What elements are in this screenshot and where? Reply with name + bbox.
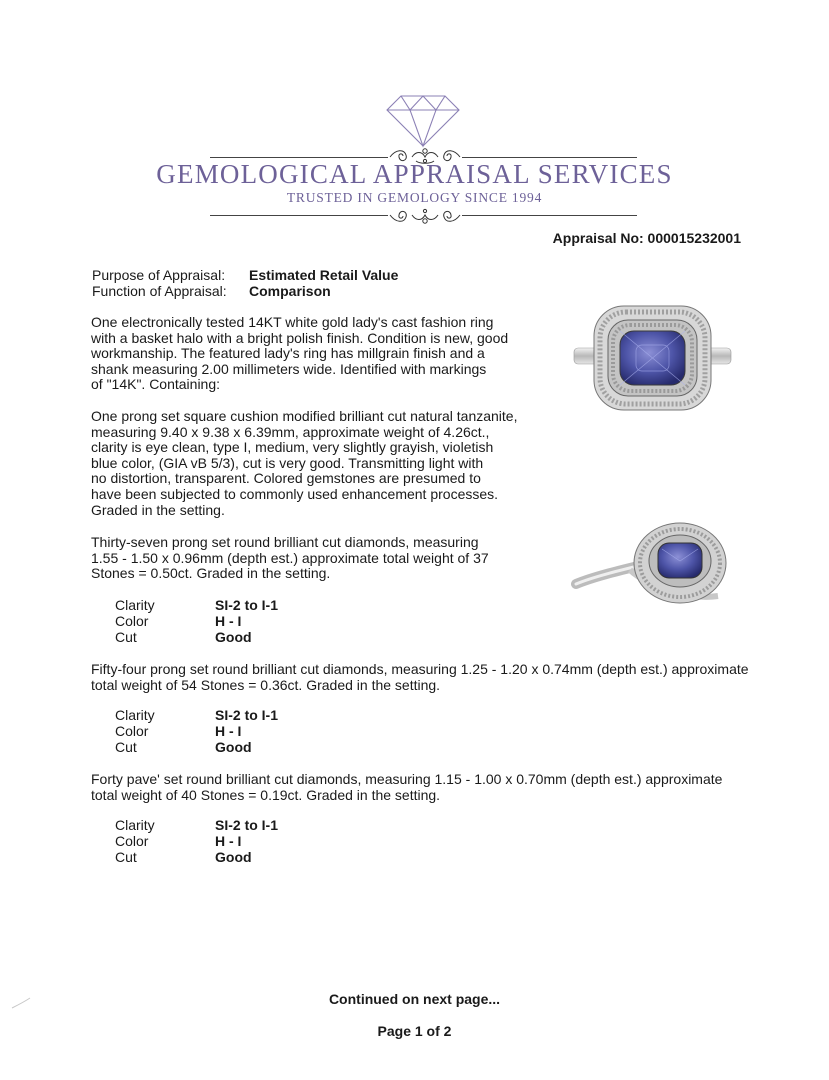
grade-label: Cut (115, 739, 137, 755)
grade-value: Good (215, 849, 252, 865)
grade-label: Color (115, 833, 149, 849)
purpose-label: Purpose of Appraisal: (92, 267, 226, 283)
page-number: Page 1 of 2 (377, 1023, 452, 1039)
diamond-group-line: 1.55 - 1.50 x 0.96mm (depth est.) approximate total weight of 37 (91, 549, 489, 566)
grade-label: Clarity (115, 707, 155, 723)
header-rule-bottom-left (210, 215, 388, 216)
item-description (91, 315, 551, 393)
grade-label: Clarity (115, 817, 155, 833)
ring-top-view-photo (570, 300, 735, 415)
center-stone-line: have been subjected to commonly used enhancement processes. (91, 485, 499, 502)
grade-value: SI-2 to I-1 (215, 817, 279, 833)
diamond-group-line: Stones = 0.50ct. Graded in the setting. (91, 565, 331, 582)
appraisal-number: Appraisal No: 000015232001 (552, 230, 741, 246)
ring-side-view-photo (570, 518, 735, 618)
header-rule-top-left (210, 157, 388, 158)
diamond-logo-icon (383, 92, 463, 148)
grade-value: Good (215, 739, 252, 755)
grade-value: H - I (215, 833, 242, 849)
continued-note: Continued on next page... (328, 991, 501, 1007)
diamond-group-1-description (91, 535, 551, 582)
grade-label: Clarity (115, 597, 155, 613)
company-name: GEMOLOGICAL APPRAISAL SERVICES (156, 159, 673, 189)
description-line: shank measuring 2.00 millimeters wide. Identified with markings (91, 360, 487, 377)
grade-label: Cut (115, 849, 137, 865)
center-stone-description (91, 409, 551, 518)
header-rule-top-right (462, 157, 637, 158)
center-stone-line: clarity is eye clean, type I, medium, very slightly grayish, violetish (91, 439, 494, 456)
header-rule-bottom-right (462, 215, 637, 216)
diamond-group-line: Forty pave' set round brilliant cut diamonds, measuring 1.15 - 1.00 x 0.70mm (depth est.) approximate (91, 771, 723, 787)
center-stone-line: blue color, (GIA vB 5/3), cut is very good. Transmitting light with (91, 454, 484, 471)
diamond-group-line: total weight of 40 Stones = 0.19ct. Graded in the setting. (91, 786, 441, 803)
grade-label: Color (115, 723, 149, 739)
center-stone-line: Graded in the setting. (91, 501, 225, 518)
grade-label: Color (115, 613, 149, 629)
description-line: One electronically tested 14KT white gold lady's cast fashion ring (91, 314, 494, 330)
scroll-ornament-bottom-icon (386, 205, 464, 227)
diamond-group-2-description (91, 662, 751, 693)
grade-value: H - I (215, 613, 242, 629)
grade-value: SI-2 to I-1 (215, 707, 279, 723)
company-tagline: TRUSTED IN GEMOLOGY SINCE 1994 (286, 190, 543, 205)
center-stone-line: One prong set square cushion modified brilliant cut natural tanzanite, (91, 408, 518, 424)
grade-label: Cut (115, 629, 137, 645)
description-line: workmanship. The featured lady's ring has millgrain finish and a (91, 345, 485, 362)
grade-value: H - I (215, 723, 242, 739)
center-stone-line: no distortion, transparent. Colored gemstones are presumed to (91, 470, 481, 487)
description-line: with a basket halo with a bright polish finish. Condition is new, good (91, 329, 509, 346)
diamond-group-line: Thirty-seven prong set round brilliant cut diamonds, measuring (91, 534, 479, 550)
grade-value: Good (215, 629, 252, 645)
function-value: Comparison (249, 283, 331, 299)
diamond-group-line: Fifty-four prong set round brilliant cut diamonds, measuring 1.25 - 1.20 x 0.74mm (depth est.) approximate (91, 661, 749, 677)
diamond-group-line: total weight of 54 Stones = 0.36ct. Graded in the setting. (91, 676, 441, 693)
function-label: Function of Appraisal: (92, 283, 227, 299)
grade-value: SI-2 to I-1 (215, 597, 279, 613)
diamond-group-3-description (91, 772, 751, 803)
purpose-value: Estimated Retail Value (249, 267, 399, 283)
description-line: of "14K". Containing: (91, 376, 221, 393)
center-stone-line: measuring 9.40 x 9.38 x 6.39mm, approximate weight of 4.26ct., (91, 423, 490, 440)
